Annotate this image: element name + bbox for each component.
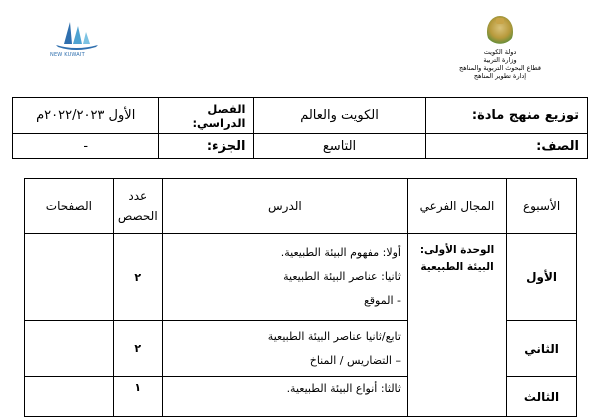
- lesson-line: - الموقع: [363, 294, 401, 307]
- logo-latin-text: NEW KUWAIT: [50, 52, 85, 58]
- new-kuwait-logo: [48, 18, 106, 58]
- periods-cell: ٢: [113, 321, 162, 377]
- pages-cell: [25, 234, 114, 321]
- domain-header: المجال الفرعي: [407, 179, 506, 234]
- pages-cell: [25, 321, 114, 377]
- week-cell: الثاني: [507, 321, 577, 377]
- ministry-line: إدارة تطوير المناهج: [473, 72, 527, 80]
- periods-header: عدد الحصص: [113, 179, 162, 234]
- lesson-cell: [162, 377, 407, 417]
- periods-cell: ٢: [113, 234, 162, 321]
- lesson-line: ثانيا: عناصر البيئة الطبيعية: [283, 270, 401, 283]
- part-value: -: [13, 134, 159, 159]
- sail-icon: [48, 18, 106, 52]
- curriculum-table: [24, 178, 577, 417]
- part-label: الجزء:: [159, 134, 254, 159]
- subject-value: الكويت والعالم: [254, 98, 425, 134]
- domain-line: الوحدة الأولى:: [419, 244, 495, 256]
- grade-label: الصف:: [425, 134, 587, 159]
- week-header: الأسبوع: [507, 179, 577, 234]
- periods-cell: ١: [113, 377, 162, 417]
- lesson-line: أولا: مفهوم البيئة الطبيعية.: [280, 246, 401, 259]
- pages-header: الصفحات: [25, 179, 114, 234]
- table-row: [25, 234, 577, 321]
- lesson-line: تابع/ثانيا عناصر البيئة الطبيعية: [267, 329, 401, 343]
- ministry-logo: [440, 16, 560, 80]
- lesson-line: ثالثا: أنواع البيئة الطبيعية.: [286, 382, 401, 395]
- lesson-line: – التضاريس / المناخ: [309, 353, 401, 367]
- ministry-line: دولة الكويت: [483, 48, 517, 56]
- lesson-cell: [162, 234, 407, 321]
- ministry-line: قطاع البحوث التربوية والمناهج: [459, 64, 541, 72]
- term-label: الفصل الدراسي:: [159, 98, 254, 134]
- info-table: [12, 97, 588, 159]
- domain-line: البيئة الطبيعية: [420, 261, 494, 273]
- kuwait-emblem-icon: [487, 16, 513, 46]
- week-cell: الثالث: [507, 377, 577, 417]
- domain-cell: [407, 234, 506, 417]
- ministry-line: وزارة التربية: [483, 56, 517, 64]
- pages-cell: [25, 377, 114, 417]
- lesson-cell: [162, 321, 407, 377]
- week-cell: الأول: [507, 234, 577, 321]
- grade-value: التاسع: [254, 134, 425, 159]
- term-value: الأول ٢٠٢٢/٢٠٢٣م: [13, 98, 159, 134]
- lesson-header: الدرس: [162, 179, 407, 234]
- subject-label: توزيع منهج مادة:: [425, 98, 587, 134]
